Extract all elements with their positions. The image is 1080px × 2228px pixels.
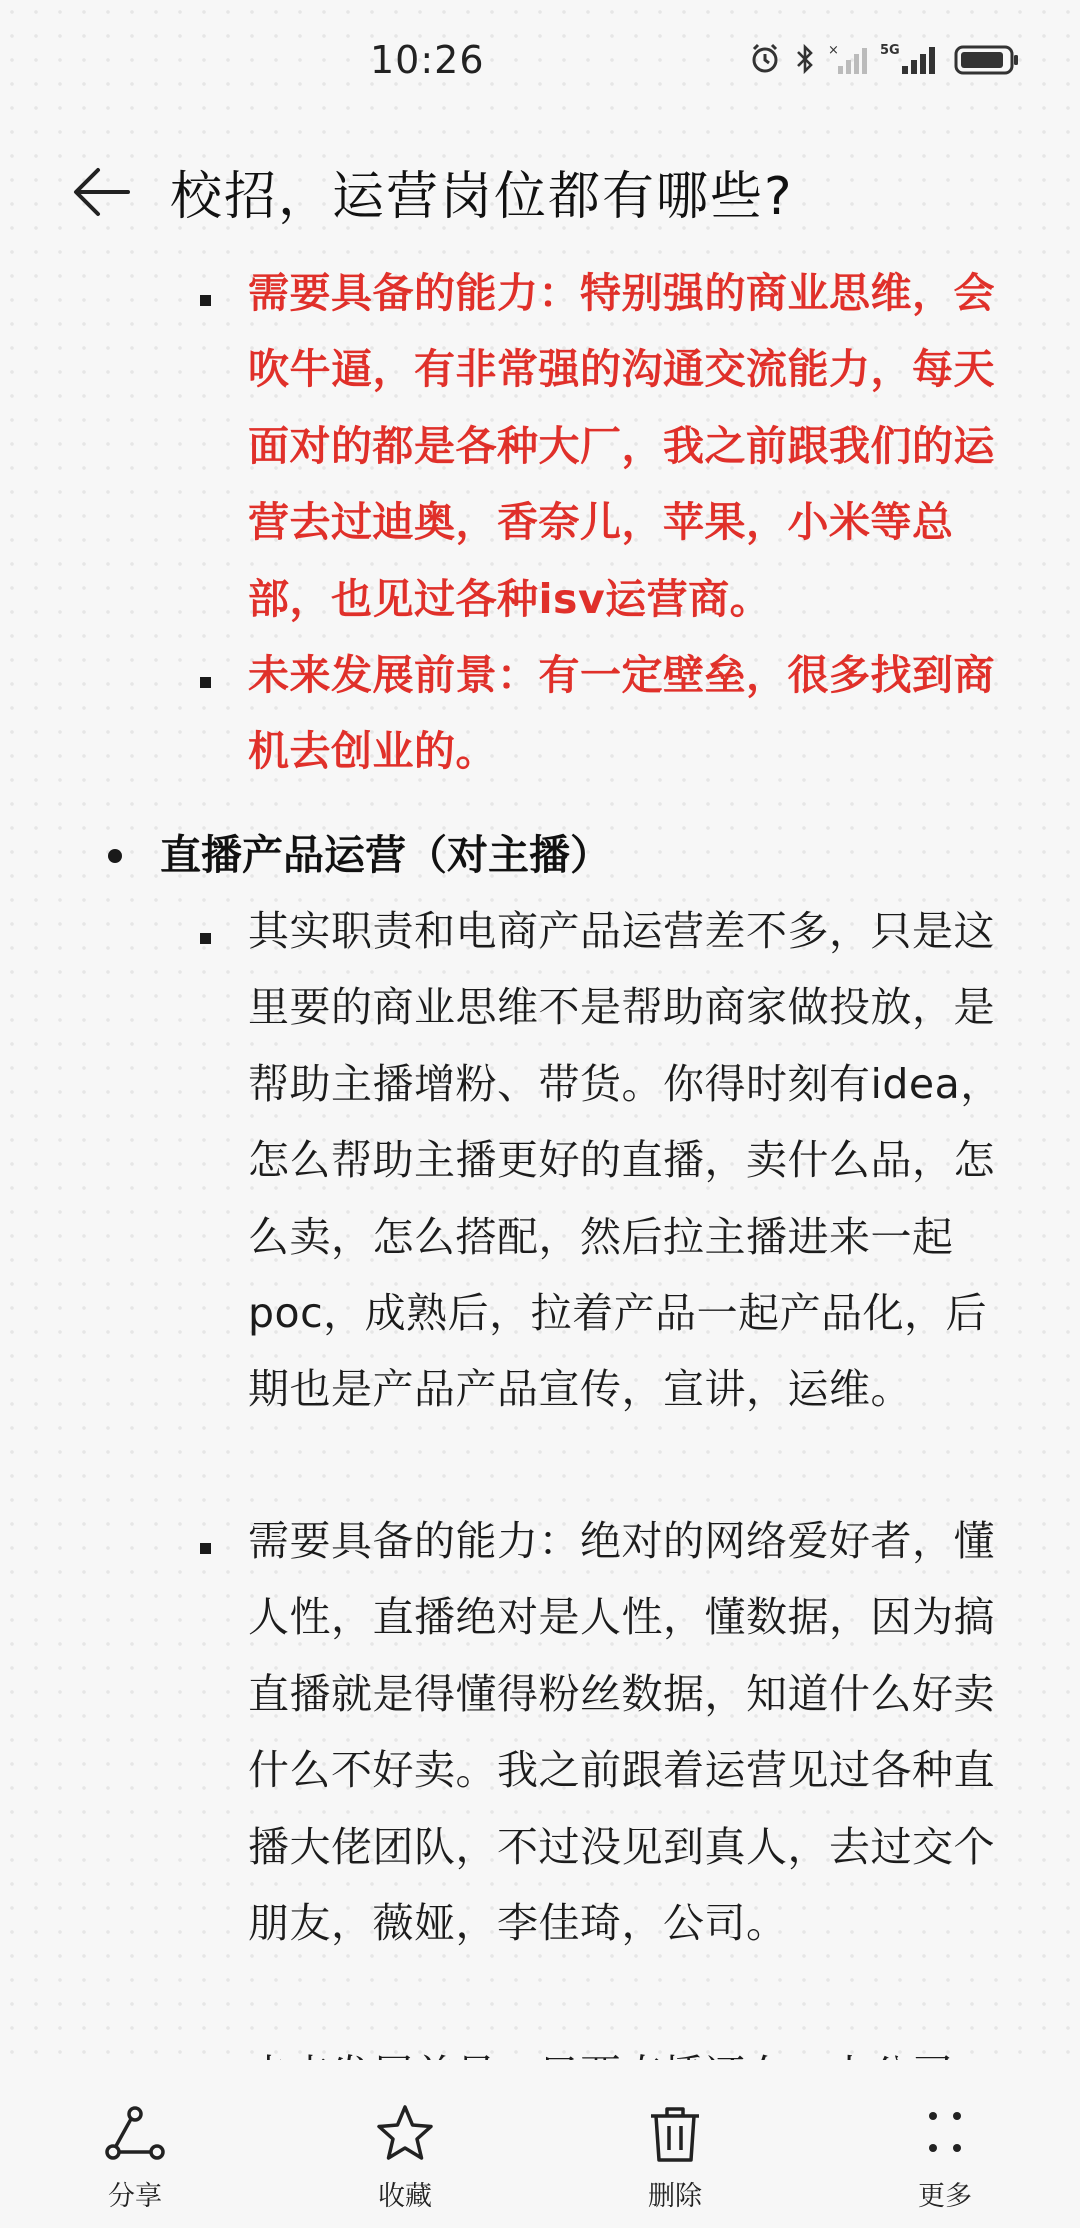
prospect-paragraph-red: 未来发展前景：有一定壁垒，很多找到商机去创业的。 (248, 651, 995, 776)
more-label: 更多 (918, 2181, 972, 2212)
share-icon (99, 2098, 171, 2170)
ability-paragraph-red: 需要具备的能力：特别强的商业思维，会吹牛逼，有非常强的沟通交流能力，每天面对的都是各种大厂，我之前跟我们的运营去过迪奥，香奈儿，苹果，小米等总部，也见过各种isv运营商。 (248, 269, 995, 623)
share-label: 分享 (108, 2181, 162, 2212)
battery-icon (954, 42, 1020, 76)
delete-label: 删除 (648, 2181, 702, 2212)
round-bullet (108, 849, 122, 863)
square-bullet (200, 1543, 211, 1554)
article-content (0, 255, 1080, 2065)
square-bullet (200, 933, 211, 944)
more-dots-icon (909, 2098, 981, 2170)
back-arrow-icon[interactable] (70, 160, 134, 224)
section-title-live-ops: 直播产品运营（对主播） (160, 831, 611, 879)
bottom-toolbar (0, 2060, 1080, 2228)
status-bar (0, 0, 1080, 110)
bluetooth-icon (794, 42, 816, 76)
network-label: 5G (880, 43, 900, 58)
no-signal-icon (828, 42, 868, 76)
duty-paragraph: 其实职责和电商产品运营差不多，只是这里要的商业思维不是帮助商家做投放，是帮助主播增粉、带货。你得时刻有idea，怎么帮助主播更好的直播，卖什么品，怎么卖，怎么搭配，然后拉主播进来一起poc，成熟后，拉着产品一起产品化，后期也是产品产品宣传，宣讲，运维。 (248, 907, 1002, 1414)
ability-paragraph: 需要具备的能力：绝对的网络爱好者，懂人性，直播绝对是人性，懂数据，因为搞直播就是得懂得粉丝数据，知道什么好卖什么不好卖。我之前跟着运营见过各种直播大佬团队，不过没见到真人，去过交个朋友，薇娅，李佳琦，公司。 (248, 1517, 995, 1948)
trash-icon (639, 2098, 711, 2170)
favorite-button[interactable] (270, 2060, 540, 2228)
share-button[interactable] (0, 2060, 270, 2228)
star-icon (369, 2098, 441, 2170)
more-button[interactable] (810, 2060, 1080, 2228)
page-title: 校招，运营岗位都有哪些? (170, 167, 794, 227)
favorite-label: 收藏 (378, 2181, 432, 2212)
alarm-icon (748, 42, 782, 76)
5g-signal-icon (880, 42, 942, 76)
square-bullet (200, 677, 211, 688)
header (0, 140, 1080, 240)
svg-text:×: × (828, 43, 839, 58)
square-bullet (200, 295, 211, 306)
status-time: 10:26 (370, 38, 485, 82)
status-icons (748, 42, 1020, 76)
delete-button[interactable] (540, 2060, 810, 2228)
